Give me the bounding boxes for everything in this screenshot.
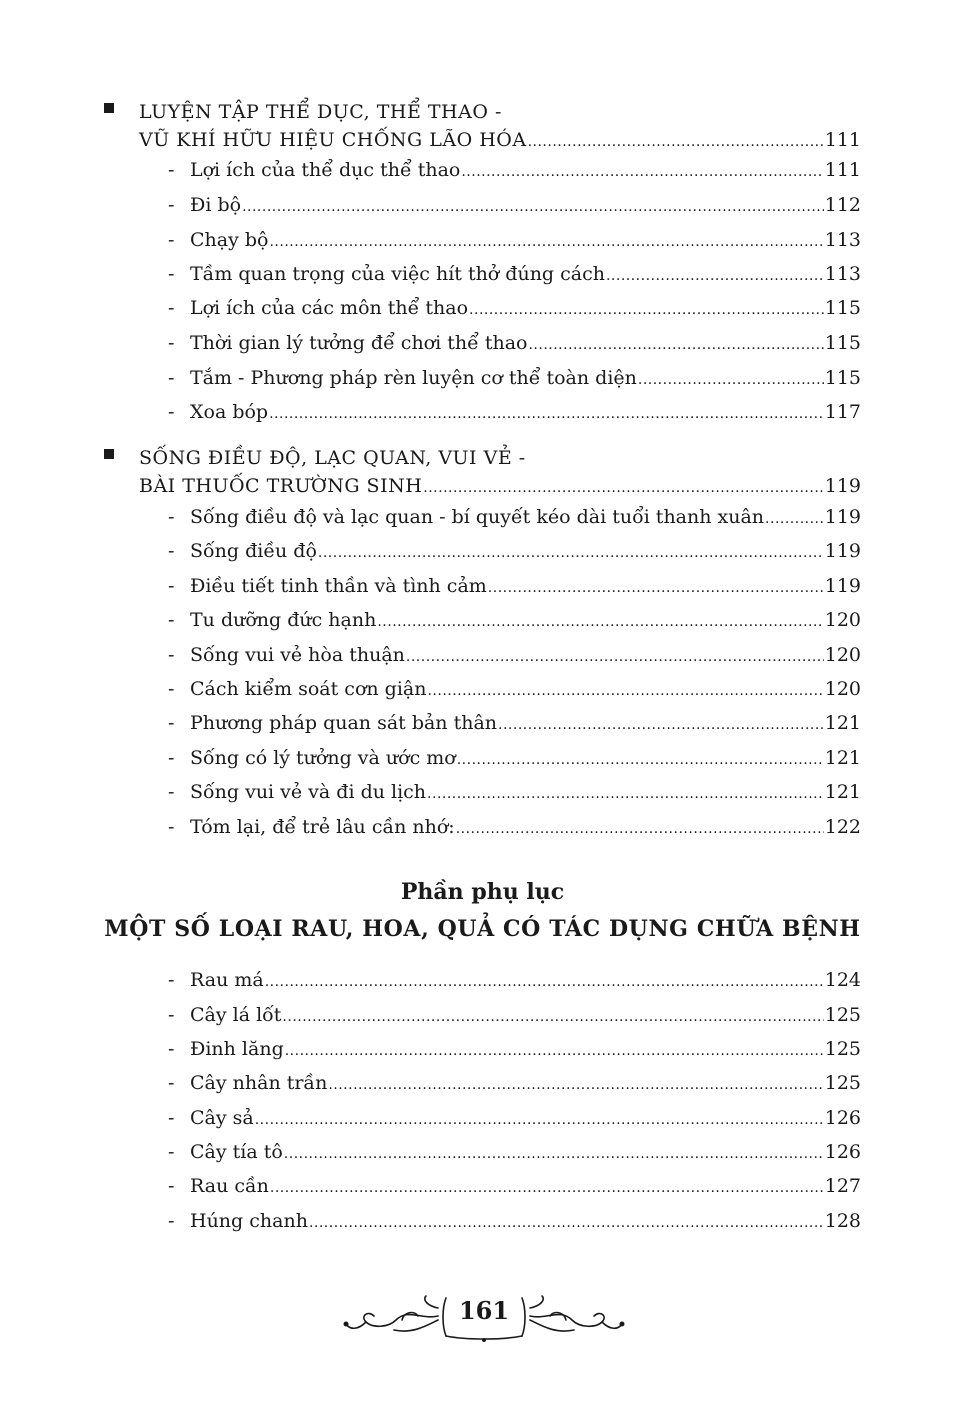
entry-dash: - <box>168 401 175 423</box>
dot-leader <box>457 746 824 772</box>
section-heading-line1: LUYỆN TẬP THỂ DỤC, THỂ THAO - <box>139 101 502 123</box>
entry-title: Phương pháp quan sát bản thân <box>190 712 498 734</box>
entry-dash: - <box>168 609 175 631</box>
entry-title: Sống có lý tưởng và ước mơ <box>190 747 456 769</box>
entry-title: Sống vui vẻ hòa thuận <box>190 644 405 666</box>
dot-leader <box>270 1174 824 1200</box>
dot-leader <box>638 366 824 392</box>
page-number: 119 <box>824 540 861 562</box>
page-number: 119 <box>824 575 861 597</box>
square-bullet-icon <box>104 449 114 459</box>
entry-title: Đi bộ <box>190 194 242 216</box>
dot-leader <box>242 193 824 219</box>
page-number: 124 <box>824 969 861 991</box>
entry-title: Cây tía tô <box>190 1141 283 1163</box>
toc-entry[interactable] <box>168 677 861 703</box>
section-heading-line2 <box>139 474 861 500</box>
page-number: 121 <box>824 781 861 803</box>
section-heading-line1: SỐNG ĐIỀU ĐỘ, LẠC QUAN, VUI VẺ - <box>139 447 526 469</box>
entry-title: Rau má <box>190 969 264 991</box>
entry-title: Đinh lăng <box>190 1038 284 1060</box>
entry-dash: - <box>168 1038 175 1060</box>
entry-title: Tắm - Phương pháp rèn luyện cơ thể toàn diện <box>190 367 637 389</box>
page-number: 120 <box>824 644 861 666</box>
toc-entry[interactable] <box>168 400 861 426</box>
dot-leader <box>309 1209 824 1235</box>
toc-entry[interactable] <box>168 228 861 254</box>
entry-title: Sống điều độ và lạc quan - bí quyết kéo dài tuổi thanh xuân <box>190 506 765 528</box>
toc-entry[interactable] <box>168 1140 861 1166</box>
dot-leader <box>269 228 823 254</box>
section-heading-line2 <box>139 128 861 154</box>
entry-dash: - <box>168 969 175 991</box>
page-number: 111 <box>824 129 861 151</box>
dot-leader <box>528 128 824 154</box>
entry-dash: - <box>168 367 175 389</box>
entry-title: Rau cần <box>190 1175 269 1197</box>
dot-leader <box>498 711 824 737</box>
appendix-title: Phần phụ lục <box>400 879 565 905</box>
page-number: 126 <box>824 1107 861 1129</box>
dot-leader <box>423 474 823 500</box>
page-number: 125 <box>824 1072 861 1094</box>
square-bullet-icon <box>104 103 114 113</box>
entry-dash: - <box>168 1210 175 1232</box>
dot-leader <box>427 677 823 703</box>
entry-title: Lợi ích của các môn thể thao <box>190 297 469 319</box>
page-number-footer: 161 <box>458 1296 510 1325</box>
entry-dash: - <box>168 229 175 251</box>
dot-leader <box>255 1106 824 1132</box>
entry-dash: - <box>168 1072 175 1094</box>
dot-leader <box>469 296 824 322</box>
entry-dash: - <box>168 1107 175 1129</box>
page-number: 128 <box>824 1210 861 1232</box>
entry-dash: - <box>168 159 175 181</box>
dot-leader <box>284 1140 824 1166</box>
toc-entry[interactable] <box>168 1003 861 1029</box>
entry-title: Điều tiết tinh thần và tình cảm <box>190 575 487 597</box>
toc-entry[interactable] <box>168 574 861 600</box>
page-number: 115 <box>824 297 861 319</box>
toc-entry[interactable] <box>168 158 861 184</box>
entry-dash: - <box>168 816 175 838</box>
dot-leader <box>328 1071 823 1097</box>
page-number: 121 <box>824 747 861 769</box>
entry-dash: - <box>168 644 175 666</box>
page-number: 119 <box>824 506 861 528</box>
entry-dash: - <box>168 575 175 597</box>
entry-dash: - <box>168 263 175 285</box>
toc-entry[interactable] <box>168 1174 861 1200</box>
toc-entry[interactable] <box>168 366 861 392</box>
toc-entry[interactable] <box>168 539 861 565</box>
toc-entry[interactable] <box>168 608 861 634</box>
toc-entry[interactable] <box>168 1071 861 1097</box>
toc-entry[interactable] <box>168 711 861 737</box>
page-number: 119 <box>824 475 861 497</box>
page-number: 125 <box>824 1038 861 1060</box>
entry-dash: - <box>168 332 175 354</box>
dot-leader <box>528 331 823 357</box>
page-number: 115 <box>824 332 861 354</box>
page-number: 120 <box>824 678 861 700</box>
entry-title: Thời gian lý tưởng để chơi thể thao <box>190 332 528 354</box>
entry-dash: - <box>168 747 175 769</box>
page-number: 127 <box>824 1175 861 1197</box>
page-number: 115 <box>824 367 861 389</box>
entry-title: Cây nhân trần <box>190 1072 328 1094</box>
dot-leader <box>606 262 824 288</box>
entry-dash: - <box>168 506 175 528</box>
dot-leader <box>265 968 824 994</box>
entry-dash: - <box>168 678 175 700</box>
entry-title: Tầm quan trọng của việc hít thở đúng cách <box>190 263 605 285</box>
toc-entry[interactable] <box>168 968 861 994</box>
dot-leader <box>461 158 823 184</box>
entry-title: Tu dưỡng đức hạnh <box>190 609 377 631</box>
page-number: 117 <box>824 401 861 423</box>
toc-entry[interactable] <box>168 262 861 288</box>
dot-leader <box>765 505 824 531</box>
toc-entry[interactable] <box>168 815 861 841</box>
toc-entry[interactable] <box>168 193 861 219</box>
appendix-subtitle: MỘT SỐ LOẠI RAU, HOA, QUẢ CÓ TÁC DỤNG CHỮA BỆNH <box>104 916 861 942</box>
entry-dash: - <box>168 1141 175 1163</box>
page-number: 121 <box>824 712 861 734</box>
entry-title: Húng chanh <box>190 1210 308 1232</box>
entry-title: Lợi ích của thể dục thể thao <box>190 159 461 181</box>
entry-title: Cách kiểm soát cơn giận <box>190 678 427 700</box>
entry-dash: - <box>168 781 175 803</box>
section-heading-text: VŨ KHÍ HỮU HIỆU CHỐNG LÃO HÓA <box>139 129 527 151</box>
dot-leader <box>406 643 824 669</box>
toc-entry[interactable] <box>168 780 861 806</box>
page-number: 125 <box>824 1004 861 1026</box>
page-number: 113 <box>824 229 861 251</box>
section-heading-text: BÀI THUỐC TRƯỜNG SINH <box>139 475 423 497</box>
dot-leader <box>269 400 824 426</box>
entry-title: Cây sả <box>190 1107 254 1129</box>
entry-dash: - <box>168 1004 175 1026</box>
toc-entry[interactable] <box>168 1037 861 1063</box>
toc-entry[interactable] <box>168 1209 861 1235</box>
dot-leader <box>488 574 824 600</box>
page-number: 112 <box>824 194 861 216</box>
page-number: 111 <box>824 159 861 181</box>
page-number: 120 <box>824 609 861 631</box>
entry-title: Sống điều độ <box>190 540 317 562</box>
dot-leader <box>318 539 824 565</box>
entry-dash: - <box>168 297 175 319</box>
entry-title: Xoa bóp <box>190 401 269 423</box>
dot-leader <box>456 815 824 841</box>
toc-entry[interactable] <box>168 643 861 669</box>
entry-title: Sống vui vẻ và đi du lịch <box>190 781 427 803</box>
toc-entry[interactable] <box>168 1106 861 1132</box>
entry-title: Tóm lại, để trẻ lâu cần nhớ: <box>190 816 455 838</box>
entry-dash: - <box>168 712 175 734</box>
toc-entry[interactable] <box>168 746 861 772</box>
page-number: 113 <box>824 263 861 285</box>
toc-entry[interactable] <box>168 331 861 357</box>
toc-entry[interactable] <box>168 296 861 322</box>
page-number: 122 <box>824 816 861 838</box>
entry-dash: - <box>168 194 175 216</box>
dot-leader <box>427 780 824 806</box>
page-number: 126 <box>824 1141 861 1163</box>
dot-leader <box>377 608 823 634</box>
entry-title: Cây lá lốt <box>190 1004 282 1026</box>
entry-dash: - <box>168 540 175 562</box>
page-footer <box>342 1290 626 1344</box>
dot-leader <box>285 1037 824 1063</box>
entry-title: Chạy bộ <box>190 229 269 251</box>
toc-entry[interactable] <box>168 505 861 531</box>
dot-leader <box>282 1003 823 1029</box>
entry-dash: - <box>168 1175 175 1197</box>
